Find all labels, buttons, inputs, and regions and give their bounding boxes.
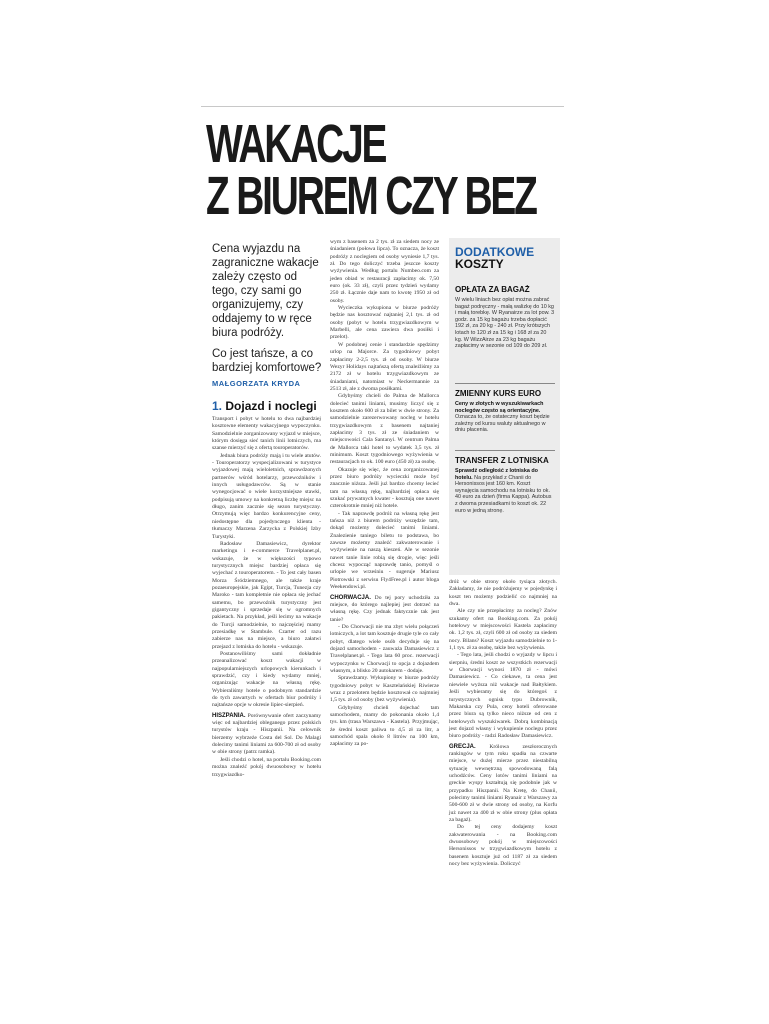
paragraph: Ale czy nie przepłacimy za nocleg? Znów szukamy ofert na Booking.com. Za pokój hotelowy w miejscowości Kastela zapłacimy ok. 1,2 tys. zł, czyli 600 zł od osoby za siedem nocy. Bilans? Koszt wyjazdu samodzielnie to 1-1,1 tys. zł za osobę, także bez wyżywienia. <box>449 608 557 652</box>
author-byline: MAŁGORZATA KRYDA <box>212 379 301 388</box>
keyword-chorwacja: CHORWACJA. <box>330 594 371 601</box>
paragraph: Transport i pobyt w hotelu to dwa najbardziej kosztowne elementy wakacyjnego wypoczynku. Samodzielnie zorganizowany wyjazd w miejsce, którym dosięga sieć tanich linii lotniczych, ma szanse mierzyć się z ofertą touroperatorów. <box>212 416 321 452</box>
paragraph: Wycieczka wykupiona w biurze podróży będzie nas kosztować najtaniej 2,1 tys. zł od osoby (pobyt w hotelu trzygwiazdkowym w Marbelli, ale cena zawiera dwa posiłki i przelot). <box>330 305 439 341</box>
paragraph-text: Do tej pory uchodziła za miejsce, do którego najlepiej jest dotrzeć na własną rękę. Czy jednak faktycznie tak jest tanie? <box>330 594 440 623</box>
sidebar-item-baggage <box>455 285 555 350</box>
sidebar-divider <box>455 450 555 451</box>
sidebar-item-text: Na przykład z Chanii do Hersonissos jest 160 km. Koszt wynajęcia samochodu na lotnisku to ok. 40 euro za dzień (firma Kappa). Autobus z dwoma przesiadkami to koszt ok. 22 euro w jedną stronę. <box>455 474 552 514</box>
sidebar-heading-line-1: DODATKOWE <box>455 245 535 259</box>
paragraph-chorwacja <box>330 595 439 624</box>
sidebar-item-euro <box>455 389 555 434</box>
paragraph: wym z basenem za 2 tys. zł za siedem nocy ze śniadaniem (połowa lipca). To oznacza, że koszt podróży z noclegiem od osoby wyniesie 1,7 tys. zł. Do tego doliczyć trzeba jeszcze koszty wyżywienia. Według portalu Numbeo.com za jeden obiad w restauracji zapłacimy ok. 7,50 euro (ok. 33 zł), czyli przez tydzień wydamy 250 zł. Łącznie daje nam to kwotę 1950 zł od osoby. <box>330 239 439 304</box>
section-title <box>212 399 322 413</box>
section-title-text: Dojazd i noclegi <box>225 399 317 413</box>
paragraph-text: Królowa zeszłorocznych rankingów w tym roku spadła na czwarte miejsce, w dużej mierze przez niestabilną sytuację wewnętrzną spowodowaną falą uchodźców. Ceny lotów tanimi liniami na greckie wyspy kształtują się podobnie jak w przypadku Hiszpanii. Na Kretę, do Chanii, polecimy tanimi liniami Ryanair z Warszawy za 500-600 zł w dwie strony od osoby, na Korfu już nawet za 400 zł w obie strony (plus opłata za bagaż). <box>449 743 557 823</box>
paragraph: Sprawdzamy. Wykupiony w biurze podróży tygodniowy pobyt w Kasztelańskiej Riwierze wraz z przelotem będzie kosztował co najmniej 1,5 tys. zł od osoby (bez wyżywienia). <box>330 675 439 704</box>
paragraph: Gdybyśmy chcieli do Palma de Mallorca dolecieć tanimi liniami, musimy liczyć się z kosztem około 600 zł za bilet w dwie strony. Za samodzielnie zarezerwowany nocleg w hotelu trzygwiazdkowym z basenem najtaniej zapłacimy 3 tys. zł ze śniadaniem w miejscowości Cala Santanyi. W centrum Palma de Mallorca taki hotel to wydatek 3,5 tys. zł minimum. Koszt tygodniowego wyżywienia w restauracjach to ok. 100 euro (450 zł) za osobę. <box>330 393 439 466</box>
paragraph: Gdybyśmy chcieli dojechać tam samochodem, mamy do pokonania około 1,4 tys. km (trasa Warszawa - Kastela). Przyjmując, że średni koszt paliwa to 4,5 zł za litr, a samochód spala około 8 litrów na 100 km, zapłacimy za po- <box>330 704 439 748</box>
lead-question: Co jest tańsze, a co bardziej komfortowe? <box>212 348 322 374</box>
sidebar-divider <box>455 383 555 384</box>
section-number: 1. <box>212 399 223 413</box>
sidebar-item-title: ZMIENNY KURS EURO <box>455 389 542 398</box>
paragraph: - Do Chorwacji nie ma zbyt wielu połączeń lotniczych, a lot tam kosztuje drugie tyle co cały pobyt, dlatego wiele osób decyduje się na dojazd samochodem - zauważa Damasiewicz z Travelplanet.pl. - Tego lata 60 proc. rezerwacji wypoczynku w Chorwacji to opcja z dojazdem własnym, a blisko 20 autokarem - dodaje. <box>330 623 439 674</box>
paragraph: Jednak biura podróży mają i tu wiele atutów. - Touroperatorzy wyspecjalizowani w turystyce wyjazdowej mają wieloletnich, sprawdzonych partnerów wśród hotelarzy, przewoźników i innych usługodawców. Są w stanie wynegocjować o wiele korzystniejsze stawki, podpisują umowy na konkretną liczbę miejsc na długo, zanim zacznie się sezon turystyczny. Otrzymują więc bardzo konkurencyjne ceny, niedostępne dla pojedynczego klienta - tłumaczy Marzena Zarzycka z Polskiej Izby Turystyki. <box>212 452 321 540</box>
keyword-hiszpania: HISZPANIA. <box>212 712 246 719</box>
article-column-2 <box>330 239 439 749</box>
paragraph: Radosław Damasiewicz, dyrektor marketingu i e-commerce Travelplanet.pl, wskazuje, że w większości typowo turystycznych miejsc bardziej opłaca się wyjechać z touroperatorem. - To jest cały basen Morza Śródziemnego, ale także kraje pozaeuropejskie, jak Egipt, Turcja, Tunezja czy Maroko - tam kompletnie nie opłaca się jechać samemu, bo przewoźnik turystyczny jest gigantyczny i sprzedaje się w ogromnych pakietach. Na przykład, jeśli lecimy na wakacje do Turcji samodzielnie, to najczęściej mamy przesiadkę w Stambule. Czarter od razu zabierze nas na miejsce, a biuro załatwi przejazd z lotniska do hotelu - wskazuje. <box>212 540 321 650</box>
sidebar-item-lead: Ceny w złotych w wyszukiwarkach noclegów często są orientacyjne. <box>455 401 544 414</box>
lead-paragraph <box>212 242 322 382</box>
headline-line-2: Z BIUREM CZY BEZ <box>206 166 536 226</box>
paragraph: dróż w obie strony około tysiąca złotych. Zakładamy, że nie podróżujemy w pojedynkę i koszt ten możemy podzielić co najmniej na dwa. <box>449 579 557 608</box>
top-rule <box>201 106 564 107</box>
article-column-1 <box>212 416 321 779</box>
article-column-3 <box>449 579 557 868</box>
sidebar-heading-line-2: KOSZTY <box>455 257 504 271</box>
paragraph-grecja <box>449 744 557 825</box>
sidebar-item-lead: Sprawdź odległość z lotniska do hotelu. <box>455 468 538 481</box>
paragraph: W podobnej cenie i standardzie spędzimy urlop na Majorce. Za tygodniowy pobyt zapłacimy 2-2,5 tys. zł od osoby. W biurze Wezyr Holidays najtańszą ofertą znaleźliśmy za 2172 zł w hotelu trzygwiazdkowym ze śniadaniami, natomiast w Neckermannie za 2513 zł, ale z dwoma posiłkami. <box>330 341 439 392</box>
sidebar-item-text: Oznacza to, że ostateczny koszt będzie zależny od kursu waluty aktualnego w dniu płacenia. <box>455 414 550 434</box>
sidebar-item-title: OPŁATA ZA BAGAŻ <box>455 285 530 294</box>
keyword-grecja: GRECJA. <box>449 743 476 750</box>
sidebar-item-transfer <box>455 456 555 514</box>
sidebar-heading <box>455 246 555 270</box>
paragraph: - Tak naprawdę podróż na własną rękę jest tańsza niż z biurem podróży wszędzie tam, dokąd możemy dolecieć tanimi liniami. Znalezienie taniego biletu to podstawa, bo zawsze możemy znaleźć zakwaterowanie i wyżywienie na naszą kieszeń. Ale w sezonie nawet tanie linie robią się drogie, więc jeśli chcesz wypocząć naprawdę tanio, pomyśl o urlopie we wrześniu - sugeruje Mariusz Piotrowski z serwisu Fly4Free.pl i autor bloga Weekendowi.pl. <box>330 510 439 591</box>
headline-line-1: WAKACJE <box>206 114 386 174</box>
paragraph-text: Porównywanie ofert zaczynamy więc od najbardziej obleganego przez polskich turystów kraju - Hiszpanii. Na celownik bierzemy wybrzeże Costa del Sol. Do Malagi dolecimy tanimi liniami za 600-700 zł od osoby w obie strony (patrz ramka). <box>212 712 321 756</box>
lead-text: Cena wyjazdu na zagraniczne wakacje zależy często od tego, czy sami go organizujemy, czy oddajemy to w ręce biura podróży. <box>212 243 319 339</box>
paragraph: Jeśli chodzi o hotel, na portalu Booking.com można znaleźć pokój dwuosobowy w hotelu trzygwiazdko- <box>212 756 321 778</box>
headline <box>206 114 536 226</box>
sidebar-item-text: W wielu liniach bez opłat można zabrać bagaż podręczny - małą walizkę do 10 kg i małą torebkę. W Ryanairze za lot pow. 3 godz. za 15 kg bagażu trzeba dopłacić 192 zł, za 20 kg - 240 zł. Przy krótszych lotach to 120 zł za 15 kg i 168 zł za 20 kg. W WizzAirze za 23 kg bagażu zapłacimy w sezonie od 109 do 209 zł. <box>455 297 555 350</box>
paragraph: - Tego lata, jeśli chodzi o wyjazdy w lipcu i sierpniu, średni koszt ze wszystkich rezerwacji w Chorwacji wynosi 1870 zł - mówi Damasiewicz. - Co ciekawe, ta cena jest niewiele wyższa niż wakacje nad Bałtykiem. Jeśli wybieramy się do któregoś z turystycznych ognisk typu Dubrownik, Makarska czy Pula, ceny hoteli oferowane przez biura są tylko nieco niższe od cen z hotelowych wyszukiwarek. Dobrą kombinacją jest dojazd własny i wykupienie noclegu przez biuro podróży - radzi Radosław Damasiewicz. <box>449 652 557 740</box>
paragraph: Postanowiliśmy sami dokładnie przeanalizować koszt wakacji w najpopularniejszych urlopowych kierunkach i sprawdzić, czy i kiedy wydamy mniej, organizując wakacje na własną rękę. Wybieraliśmy hotele o podobnym standardzie do tych zawartych w ofertach biur podróży i najtańsze opcje w okresie lipiec-sierpień. <box>212 651 321 709</box>
paragraph: Okazuje się więc, że cena zorganizowanej przez biuro podróży wycieczki może być znacznie niższa. Jeśli już bardzo chcemy lecieć tam na własną rękę, najbardziej opłaca się szukać prywatnych kwater - kosztują one nawet czterokrotnie mniej niż hotele. <box>330 466 439 510</box>
paragraph: Do tej ceny dodajemy koszt zakwaterowania - na Booking.com dwuosobowy pokój w miejscowości Hersonissos w trzygwiazdkowym hotelu z basenem kosztuje już od 1187 zł za siedem nocy bez wyżywienia. Doliczyć <box>449 824 557 868</box>
paragraph-hiszpania <box>212 713 321 757</box>
sidebar-item-title: TRANSFER Z LOTNISKA <box>455 456 549 465</box>
